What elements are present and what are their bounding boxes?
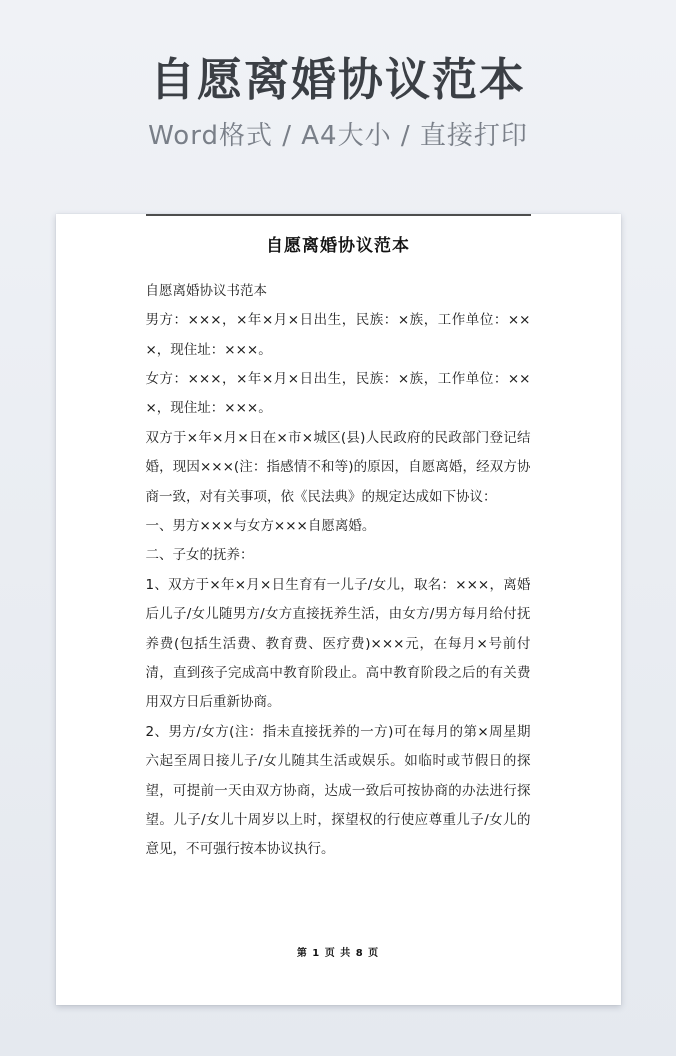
doc-paragraph: 一、男方×××与女方×××自愿离婚。 <box>145 518 376 534</box>
page-number: 第 1 页 共 8 页 <box>296 947 380 959</box>
title-divider-line <box>146 214 531 216</box>
doc-paragraph: 自愿离婚协议书范本 <box>145 282 267 299</box>
document-page <box>56 214 621 1005</box>
document-content <box>56 214 621 865</box>
banner-subtitle: Word格式 / A4大小 / 直接打印 <box>148 120 528 151</box>
doc-paragraph: 女方：×××，×年×月×日出生，民族：×族，工作单位：×××，现住址：×××。 <box>145 370 531 417</box>
promo-banner <box>0 0 676 152</box>
document-title: 自愿离婚协议范本 <box>266 235 410 256</box>
doc-paragraph: 二、子女的抚养： <box>145 547 254 564</box>
banner-title: 自愿离婚协议范本 <box>149 53 526 106</box>
doc-paragraph: 双方于×年×月×日在×市×城区(县)人民政府的民政部门登记结婚，现因×××(注：指感情不和等)的原因，自愿离婚，经双方协商一致，对有关事项，依《民法典》的规定达成如下协议： <box>145 429 531 505</box>
doc-paragraph: 男方：×××，×年×月×日出生，民族：×族，工作单位：×××，现住址：×××。 <box>145 312 531 358</box>
doc-paragraph: 1、双方于×年×月×日生育有一儿子/女儿，取名：×××，离婚后儿子/女儿随男方/女方直接抚养生活，由女方/男方每月给付抚养费(包括生活费、教育费、医疗费)×××元，在每月×号前付清，直到孩子完成高中教育阶段止。高中教育阶段之后的有关费用双方日后重新协商。 <box>145 576 531 711</box>
doc-paragraph: 2、男方/女方(注：指未直接抚养的一方)可在每月的第×周星期六起至周日接儿子/女儿随其生活或娱乐。如临时或节假日的探望，可提前一天由双方协商，达成一致后可按协商的办法进行探望。儿子/女儿十周岁以上时，探望权的行使应尊重儿子/女儿的意见，不可强行按本协议执行。 <box>145 723 531 858</box>
document-body <box>146 277 531 865</box>
